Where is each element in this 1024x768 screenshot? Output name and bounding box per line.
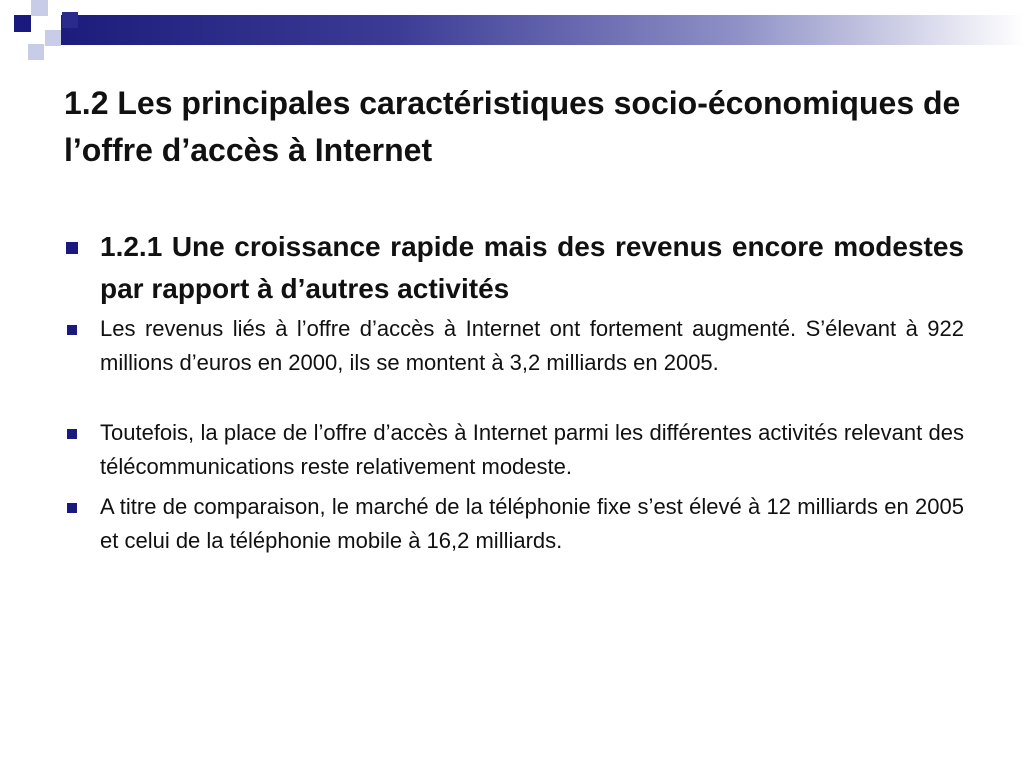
- bullet-item-heading: [60, 226, 964, 310]
- bullet-item: [60, 416, 964, 484]
- bullet-item: [60, 490, 964, 558]
- square-bullet-icon: [67, 429, 77, 439]
- square-bullet-icon: [67, 503, 77, 513]
- decorative-square: [45, 30, 61, 46]
- decorative-square: [62, 12, 78, 28]
- bullet-item: [60, 312, 964, 380]
- decorative-square: [14, 15, 31, 32]
- decorative-square: [31, 0, 48, 16]
- slide-content: [60, 226, 964, 558]
- slide-title: 1.2 Les principales caractéristiques socio-économiques de l’offre d’accès à Internet: [64, 85, 961, 168]
- bullet-text: Les revenus liés à l’offre d’accès à Internet ont fortement augmenté. S’élevant à 922 millions d’euros en 2000, ils se montent à 3,2 milliards en 2005.: [100, 316, 964, 375]
- bullet-text: 1.2.1 Une croissance rapide mais des revenus encore modestes par rapport à d’autres activités: [100, 231, 964, 304]
- square-bullet-icon: [67, 325, 77, 335]
- header-gradient-bar: [61, 15, 1024, 45]
- square-bullet-icon: [66, 242, 78, 254]
- bullet-text: Toutefois, la place de l’offre d’accès à Internet parmi les différentes activités relevant des télécommunications reste relativement modeste.: [100, 420, 964, 479]
- decorative-square: [28, 44, 44, 60]
- bullet-text: A titre de comparaison, le marché de la téléphonie fixe s’est élevé à 12 milliards en 2005 et celui de la téléphonie mobile à 16,2 milliards.: [100, 494, 964, 553]
- spacer: [60, 380, 964, 414]
